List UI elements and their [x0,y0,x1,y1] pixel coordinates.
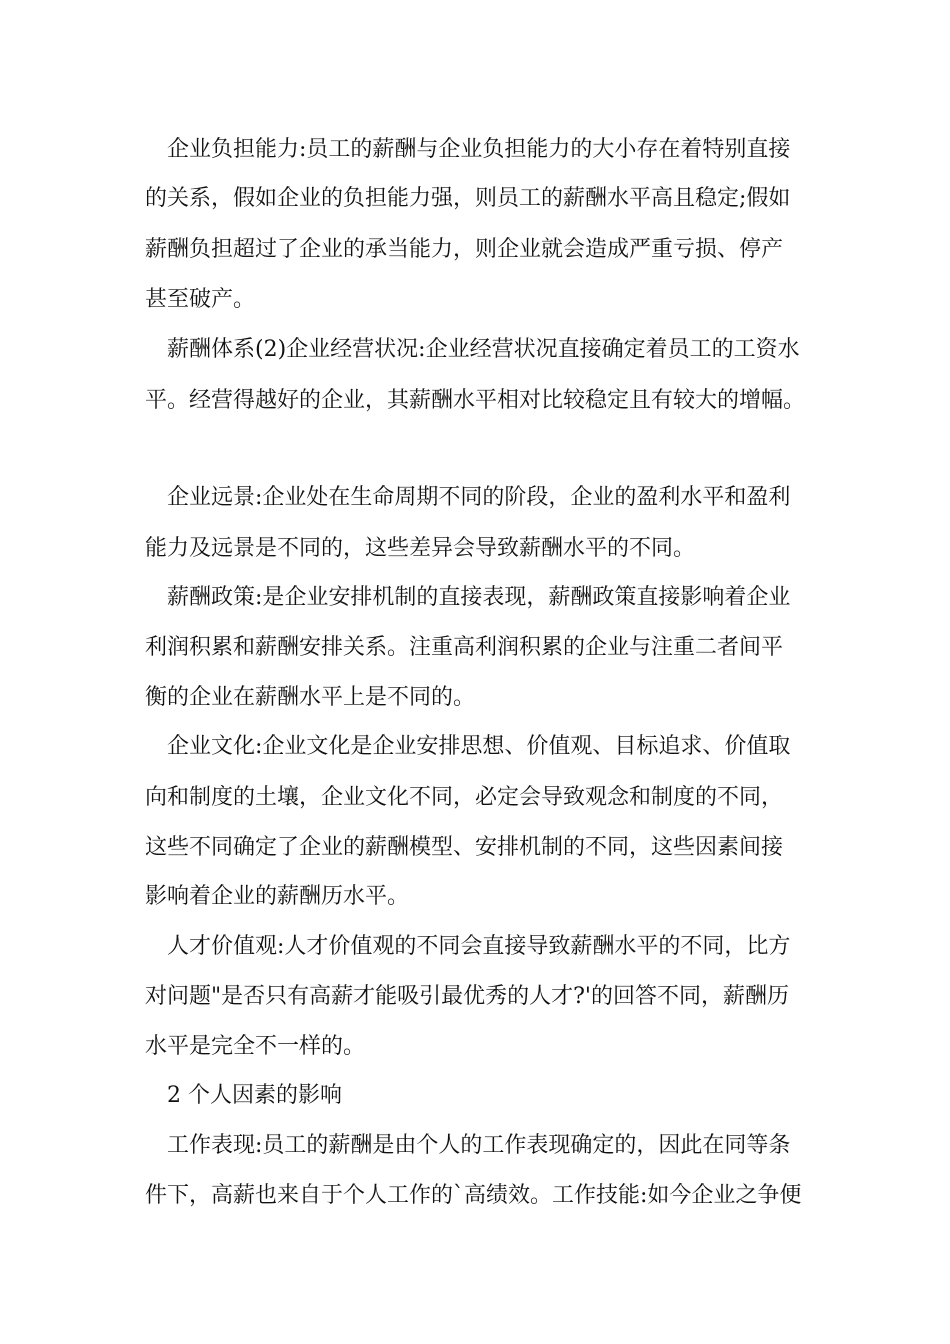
paragraph-8-line-1: 工作表现:员工的薪酬是由个人的工作表现确定的，因此在同等条 [167,1133,791,1158]
paragraph-5-line-3: 这些不同确定了企业的薪酬模型、安排机制的不同，这些因素间接 [145,835,784,860]
paragraph-8-line-2: 件下，高薪也来自于个人工作的`高绩效。工作技能:如今企业之争便 [145,1183,802,1208]
paragraph-3-line-1: 企业远景:企业处在生命周期不同的阶段，企业的盈利水平和盈利 [167,485,791,510]
paragraph-5-line-4: 影响着企业的薪酬历水平。 [145,884,410,909]
section-heading: 2 个人因素的影响 [167,1083,342,1108]
paragraph-4-line-2: 利润积累和薪酬安排关系。注重高利润积累的企业与注重二者间平 [145,635,784,660]
paragraph-4-line-1: 薪酬政策:是企业安排机制的直接表现，薪酬政策直接影响着企业 [167,585,791,610]
paragraph-3-line-2: 能力及远景是不同的，这些差异会导致薪酬水平的不同。 [145,536,696,561]
paragraph-1-line-4: 甚至破产。 [145,287,256,312]
paragraph-2-line-1: 薪酬体系(2)企业经营状况:企业经营状况直接确定着员工的工资水 [167,337,800,362]
paragraph-6-line-1: 人才价值观:人才价值观的不同会直接导致薪酬水平的不同，比方 [167,934,791,959]
paragraph-5-line-1: 企业文化:企业文化是企业安排思想、价值观、目标追求、价值取 [167,734,791,759]
paragraph-1-line-2: 的关系，假如企业的负担能力强，则员工的薪酬水平高且稳定;假如 [145,186,791,211]
paragraph-2-line-2: 平。经营得越好的企业，其薪酬水平相对比较稳定且有较大的增幅。 [145,388,806,413]
paragraph-1-line-3: 薪酬负担超过了企业的承当能力，则企业就会造成严重亏损、停产 [145,237,784,262]
paragraph-5-line-2: 向和制度的土壤，企业文化不同，必定会导致观念和制度的不同， [145,785,784,810]
paragraph-6-line-2: 对问题"是否只有高薪才能吸引最优秀的人才?'的回答不同，薪酬历 [145,984,789,1009]
paragraph-6-line-3: 水平是完全不一样的。 [145,1034,366,1059]
paragraph-4-line-3: 衡的企业在薪酬水平上是不同的。 [145,685,476,710]
paragraph-1-line-1: 企业负担能力:员工的薪酬与企业负担能力的大小存在着特别直接 [167,137,791,162]
